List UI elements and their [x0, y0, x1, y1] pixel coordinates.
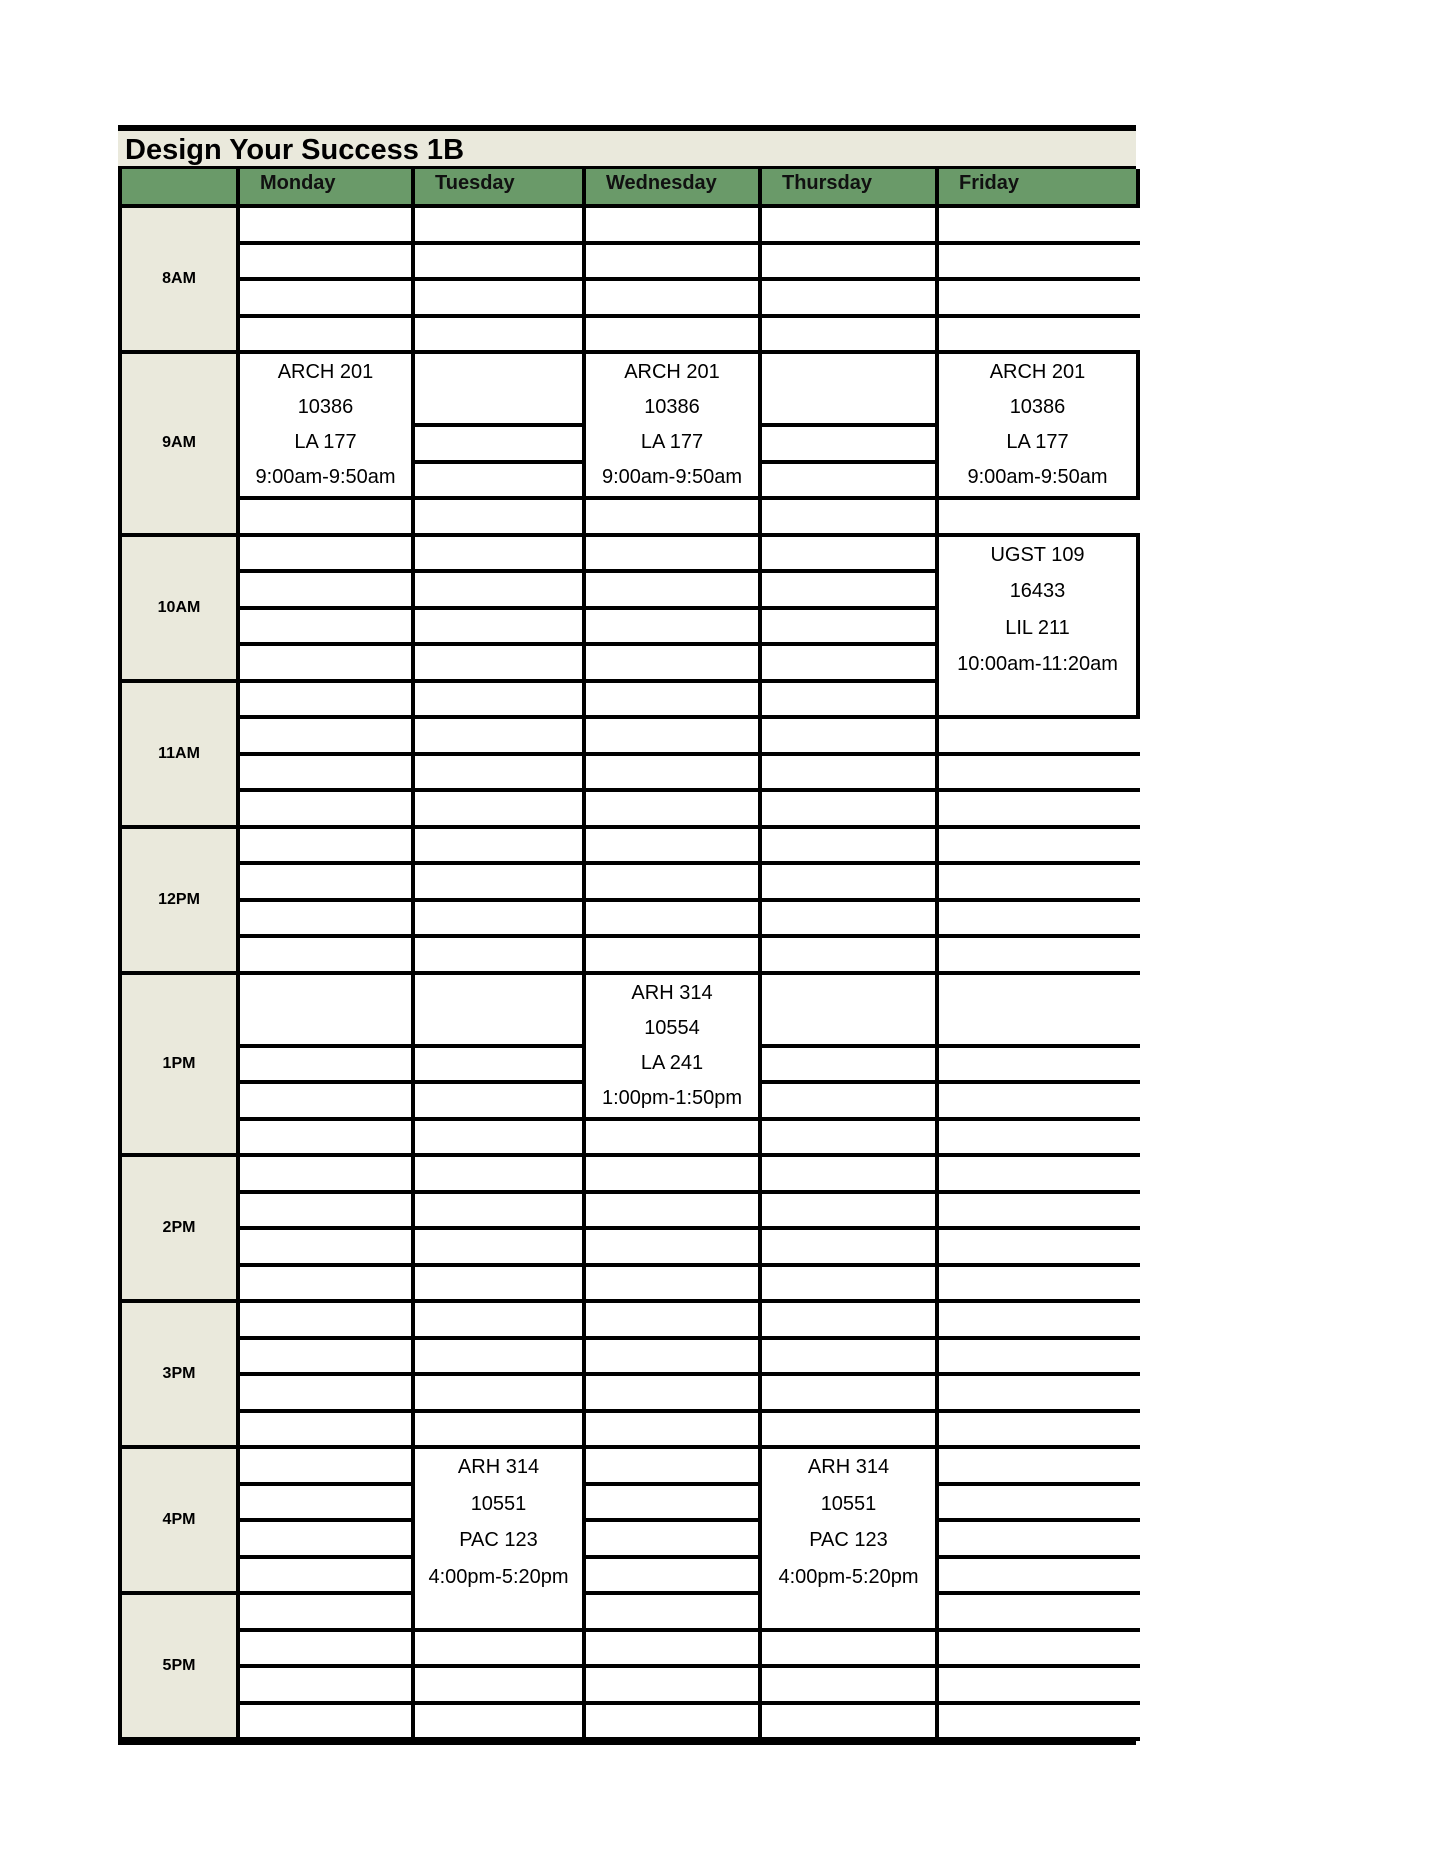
- schedule-slot: [415, 902, 586, 939]
- schedule-slot: [240, 1413, 415, 1450]
- schedule-slot: [415, 208, 586, 245]
- class-info-line: LA 177: [640, 431, 704, 453]
- schedule-slot: [240, 1230, 415, 1267]
- schedule-slot: [939, 756, 1140, 793]
- schedule-slot: [939, 245, 1140, 282]
- schedule-slot: [586, 1559, 762, 1596]
- class-block: [762, 1449, 939, 1632]
- schedule-slot: [762, 865, 939, 902]
- class-info-line: 10386: [1009, 396, 1066, 418]
- class-info-line: ARH 314: [807, 1456, 890, 1478]
- schedule-slot: [415, 1230, 586, 1267]
- schedule-slot: [586, 646, 762, 683]
- schedule-slot: [762, 537, 939, 574]
- time-label: 1PM: [122, 975, 240, 1158]
- schedule-slot: [415, 1705, 586, 1742]
- schedule-slot: [762, 1705, 939, 1742]
- schedule-slot: [415, 1084, 586, 1121]
- schedule-slot: [762, 1668, 939, 1705]
- schedule-slot: [415, 719, 586, 756]
- schedule-slot: [762, 354, 939, 427]
- class-info-line: 10551: [470, 1492, 527, 1515]
- schedule-slot: [415, 683, 586, 720]
- schedule-slot: [939, 1194, 1140, 1231]
- schedule-slot: [586, 756, 762, 793]
- schedule-slot: [415, 1303, 586, 1340]
- schedule-slot: [415, 1632, 586, 1669]
- schedule-slot: [240, 1376, 415, 1413]
- schedule-slot: [762, 464, 939, 501]
- schedule-slot: [240, 865, 415, 902]
- class-info-line: 9:00am-9:50am: [255, 466, 396, 488]
- schedule-slot: [762, 792, 939, 829]
- schedule-slot: [939, 1084, 1140, 1121]
- time-label: 9AM: [122, 354, 240, 537]
- schedule-slot: [240, 1340, 415, 1377]
- schedule-slot: [586, 1705, 762, 1742]
- schedule-slot: [762, 975, 939, 1048]
- schedule-slot: [586, 865, 762, 902]
- schedule-slot: [939, 792, 1140, 829]
- schedule-slot: [939, 938, 1140, 975]
- class-block: [586, 354, 762, 500]
- time-label: 10AM: [122, 537, 240, 683]
- class-info-line: 9:00am-9:50am: [967, 466, 1108, 488]
- class-info-line: LA 177: [1006, 431, 1069, 453]
- schedule-slot: [240, 208, 415, 245]
- schedule-slot: [762, 245, 939, 282]
- schedule-slot: [415, 354, 586, 427]
- schedule-slot: [762, 500, 939, 537]
- schedule-slot: [939, 1376, 1140, 1413]
- schedule-slot: [939, 1048, 1140, 1085]
- schedule-slot: [586, 1230, 762, 1267]
- schedule-slot: [586, 902, 762, 939]
- schedule-slot: [762, 1194, 939, 1231]
- schedule-slot: [240, 573, 415, 610]
- schedule-slot: [762, 1230, 939, 1267]
- schedule-slot: [586, 1595, 762, 1632]
- schedule-slot: [415, 245, 586, 282]
- schedule-slot: [586, 281, 762, 318]
- schedule-slot: [762, 208, 939, 245]
- schedule-slot: [240, 719, 415, 756]
- schedule-slot: [939, 829, 1140, 866]
- schedule-slot: [762, 281, 939, 318]
- day-header: Thursday: [762, 169, 939, 208]
- schedule-slot: [240, 1121, 415, 1158]
- schedule-slot: [415, 756, 586, 793]
- class-block: [415, 1449, 586, 1632]
- schedule-slot: [240, 1048, 415, 1085]
- time-label: 2PM: [122, 1157, 240, 1303]
- schedule-slot: [762, 902, 939, 939]
- schedule-slot: [415, 1413, 586, 1450]
- schedule-slot: [939, 318, 1140, 355]
- schedule-slot: [415, 865, 586, 902]
- schedule-slot: [762, 1376, 939, 1413]
- class-info-line: PAC 123: [459, 1529, 538, 1551]
- schedule-slot: [586, 719, 762, 756]
- schedule-slot: [939, 1632, 1140, 1669]
- schedule-slot: [240, 537, 415, 574]
- schedule-slot: [939, 975, 1140, 1048]
- schedule-slot: [415, 1376, 586, 1413]
- class-info-line: ARH 314: [631, 981, 713, 1004]
- class-block: [240, 354, 415, 500]
- schedule-slot: [415, 975, 586, 1048]
- schedule-slot: [415, 938, 586, 975]
- schedule-slot: [586, 829, 762, 866]
- schedule-slot: [586, 537, 762, 574]
- schedule-slot: [415, 500, 586, 537]
- schedule-slot: [240, 1157, 415, 1194]
- schedule-slot: [240, 938, 415, 975]
- schedule-slot: [240, 1194, 415, 1231]
- schedule-slot: [762, 829, 939, 866]
- class-info-line: 4:00pm-5:20pm: [428, 1565, 569, 1588]
- schedule-slot: [240, 281, 415, 318]
- class-info-line: UGST 109: [990, 543, 1085, 566]
- day-header: Monday: [240, 169, 415, 208]
- class-info-line: 4:00pm-5:20pm: [778, 1565, 919, 1588]
- schedule-slot: [415, 281, 586, 318]
- schedule-slot: [939, 1595, 1140, 1632]
- schedule-slot: [586, 1267, 762, 1304]
- class-block: [939, 537, 1140, 720]
- schedule-slot: [586, 573, 762, 610]
- schedule-slot: [939, 1340, 1140, 1377]
- schedule-slot: [939, 1449, 1140, 1486]
- schedule-slot: [240, 1668, 415, 1705]
- schedule-slot: [240, 829, 415, 866]
- day-header: Tuesday: [415, 169, 586, 208]
- schedule-title: Design Your Success 1B: [118, 131, 1136, 169]
- schedule-slot: [586, 1632, 762, 1669]
- schedule-slot: [240, 245, 415, 282]
- day-header: Wednesday: [586, 169, 762, 208]
- schedule-slot: [240, 318, 415, 355]
- schedule-slot: [415, 829, 586, 866]
- schedule-slot: [939, 865, 1140, 902]
- schedule-slot: [240, 1632, 415, 1669]
- schedule-slot: [415, 646, 586, 683]
- schedule-slot: [415, 1194, 586, 1231]
- schedule-slot: [939, 1705, 1140, 1742]
- schedule-slot: [762, 683, 939, 720]
- schedule-slot: [586, 792, 762, 829]
- schedule-slot: [586, 1340, 762, 1377]
- schedule-slot: [586, 610, 762, 647]
- class-info-line: LA 241: [640, 1051, 704, 1074]
- schedule-slot: [586, 318, 762, 355]
- schedule-slot: [240, 1449, 415, 1486]
- class-info-line: PAC 123: [809, 1529, 888, 1551]
- schedule-slot: [586, 1303, 762, 1340]
- schedule-slot: [240, 1303, 415, 1340]
- schedule-slot: [762, 1048, 939, 1085]
- schedule-slot: [586, 500, 762, 537]
- schedule-slot: [939, 1157, 1140, 1194]
- schedule-slot: [240, 1522, 415, 1559]
- class-info-line: LIL 211: [1005, 616, 1070, 639]
- schedule-slot: [415, 537, 586, 574]
- class-info-line: 10:00am-11:20am: [957, 653, 1118, 675]
- schedule-slot: [939, 902, 1140, 939]
- time-label: 12PM: [122, 829, 240, 975]
- schedule-sheet: [118, 125, 1136, 1745]
- class-info-line: 9:00am-9:50am: [601, 466, 743, 488]
- schedule-slot: [240, 1267, 415, 1304]
- schedule-slot: [762, 610, 939, 647]
- schedule-slot: [939, 1522, 1140, 1559]
- schedule-slot: [586, 1486, 762, 1523]
- schedule-slot: [939, 1230, 1140, 1267]
- schedule-slot: [762, 1632, 939, 1669]
- time-label: 5PM: [122, 1595, 240, 1741]
- schedule-slot: [586, 245, 762, 282]
- class-info-line: 16433: [1009, 580, 1066, 602]
- schedule-slot: [415, 610, 586, 647]
- schedule-slot: [586, 1449, 762, 1486]
- schedule-slot: [939, 719, 1140, 756]
- schedule-slot: [939, 208, 1140, 245]
- class-block: [939, 354, 1140, 500]
- schedule-slot: [586, 1413, 762, 1450]
- schedule-slot: [240, 756, 415, 793]
- schedule-slot: [415, 1668, 586, 1705]
- schedule-slot: [415, 1340, 586, 1377]
- time-label: 3PM: [122, 1303, 240, 1449]
- schedule-slot: [762, 318, 939, 355]
- schedule-slot: [939, 1559, 1140, 1596]
- schedule-slot: [939, 500, 1140, 537]
- schedule-slot: [415, 1157, 586, 1194]
- schedule-slot: [415, 1121, 586, 1158]
- schedule-slot: [240, 500, 415, 537]
- schedule-slot: [762, 1084, 939, 1121]
- schedule-slot: [939, 1303, 1140, 1340]
- schedule-slot: [762, 1267, 939, 1304]
- schedule-slot: [762, 1340, 939, 1377]
- schedule-grid: [118, 169, 1136, 1745]
- schedule-slot: [762, 1413, 939, 1450]
- time-label: 8AM: [122, 208, 240, 354]
- class-info-line: 1:00pm-1:50pm: [601, 1086, 743, 1109]
- class-info-line: ARCH 201: [277, 361, 374, 383]
- schedule-slot: [240, 792, 415, 829]
- schedule-slot: [939, 1486, 1140, 1523]
- schedule-slot: [762, 573, 939, 610]
- schedule-slot: [240, 1084, 415, 1121]
- schedule-slot: [939, 281, 1140, 318]
- schedule-slot: [586, 1668, 762, 1705]
- schedule-slot: [586, 208, 762, 245]
- header-corner: [122, 169, 240, 208]
- schedule-slot: [586, 1522, 762, 1559]
- schedule-slot: [586, 683, 762, 720]
- schedule-slot: [415, 1048, 586, 1085]
- schedule-slot: [240, 1486, 415, 1523]
- schedule-slot: [939, 1121, 1140, 1158]
- schedule-slot: [240, 1595, 415, 1632]
- schedule-slot: [240, 683, 415, 720]
- schedule-slot: [762, 427, 939, 464]
- schedule-slot: [240, 610, 415, 647]
- class-info-line: ARCH 201: [624, 361, 720, 383]
- schedule-slot: [939, 1668, 1140, 1705]
- class-info-line: ARH 314: [457, 1456, 540, 1478]
- schedule-slot: [240, 1559, 415, 1596]
- class-info-line: 10551: [820, 1492, 877, 1515]
- class-info-line: 10386: [297, 396, 354, 418]
- schedule-slot: [415, 1267, 586, 1304]
- schedule-slot: [415, 792, 586, 829]
- class-block: [586, 975, 762, 1121]
- schedule-slot: [240, 1705, 415, 1742]
- schedule-slot: [415, 427, 586, 464]
- schedule-slot: [762, 1157, 939, 1194]
- schedule-slot: [240, 902, 415, 939]
- schedule-slot: [762, 1121, 939, 1158]
- schedule-slot: [586, 1121, 762, 1158]
- schedule-slot: [240, 975, 415, 1048]
- schedule-slot: [939, 1267, 1140, 1304]
- schedule-slot: [939, 1413, 1140, 1450]
- time-label: 11AM: [122, 683, 240, 829]
- schedule-slot: [415, 573, 586, 610]
- schedule-slot: [762, 938, 939, 975]
- schedule-slot: [586, 1194, 762, 1231]
- schedule-slot: [762, 1303, 939, 1340]
- schedule-slot: [586, 1157, 762, 1194]
- schedule-slot: [240, 646, 415, 683]
- schedule-slot: [415, 464, 586, 501]
- day-header: Friday: [939, 169, 1140, 208]
- schedule-slot: [586, 938, 762, 975]
- schedule-slot: [762, 646, 939, 683]
- time-label: 4PM: [122, 1449, 240, 1595]
- schedule-slot: [762, 719, 939, 756]
- schedule-slot: [762, 756, 939, 793]
- class-info-line: 10386: [644, 396, 700, 418]
- class-info-line: LA 177: [294, 431, 357, 453]
- class-info-line: 10554: [644, 1016, 700, 1039]
- schedule-slot: [415, 318, 586, 355]
- class-info-line: ARCH 201: [989, 361, 1086, 383]
- schedule-slot: [586, 1376, 762, 1413]
